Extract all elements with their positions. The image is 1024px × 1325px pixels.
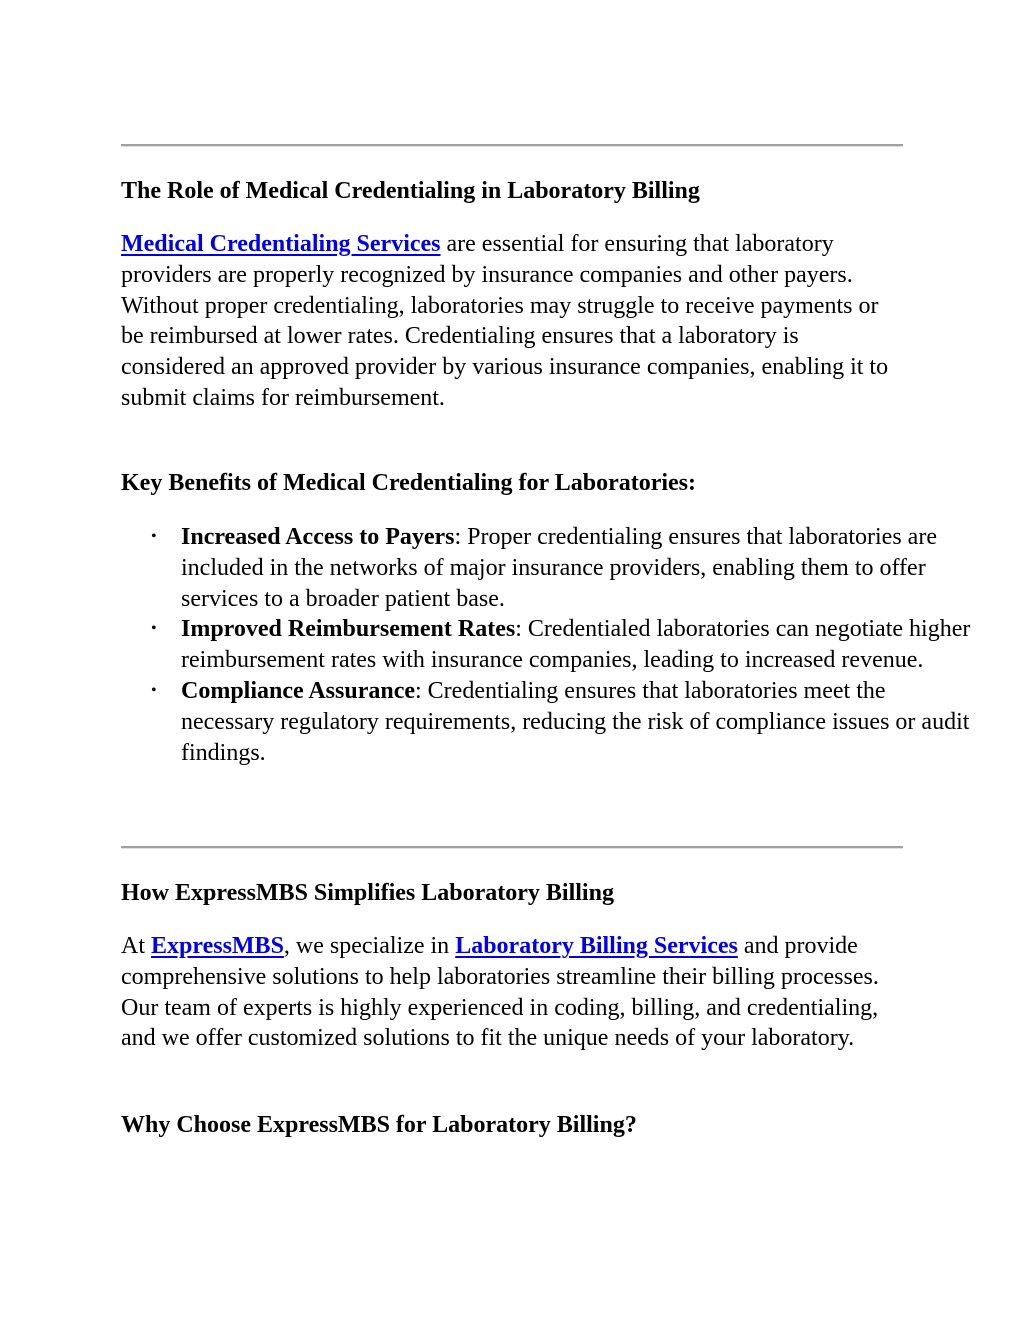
- list-item: [151, 614, 971, 676]
- section-heading-credentialing-role: The Role of Medical Credentialing in Laboratory Billing: [121, 178, 700, 204]
- bullet-icon: •: [151, 528, 157, 545]
- expressmbs-paragraph: [121, 931, 905, 1054]
- list-item: [151, 676, 971, 768]
- laboratory-billing-services-link[interactable]: Laboratory Billing Services: [455, 933, 738, 959]
- medical-credentialing-services-link[interactable]: Medical Credentialing Services: [121, 231, 441, 257]
- paragraph-text-end: and provide comprehensive solutions to help laboratories streamline their billing processes. Our team of experts is highly experienced in coding, billing, and credentialing, and we offer customized solutions to fit the unique needs of your laboratory.: [121, 933, 879, 1052]
- benefits-list: [121, 522, 971, 768]
- credentialing-intro-text: are essential for ensuring that laboratory providers are properly recognized by insurance companies and other payers. Without proper credentialing, laboratories may struggle to receive payments or be reimbursed at lower rates. Credentialing ensures that a laboratory is considered an approved provider by various insurance companies, enabling it to submit claims for reimbursement.: [121, 231, 889, 411]
- benefit-description: : Credentialed laboratories can negotiate higher reimbursement rates with insurance companies, leading to increased revenue.: [181, 616, 971, 674]
- benefit-description: : Credentialing ensures that laboratories meet the necessary regulatory requirements, reducing the risk of compliance issues or audit findings.: [181, 677, 970, 766]
- credentialing-intro-paragraph: [121, 229, 905, 414]
- benefit-term: Increased Access to Payers: [181, 524, 455, 550]
- bullet-icon: •: [151, 620, 157, 638]
- bullet-icon: •: [151, 681, 157, 699]
- benefit-description: : Proper credentialing ensures that laboratories are included in the networks of major insurance providers, enabling them to offer services to a broader patient base.: [181, 524, 937, 612]
- benefit-term: Improved Reimbursement Rates: [181, 616, 516, 643]
- expressmbs-link[interactable]: ExpressMBS: [151, 933, 284, 959]
- horizontal-rule-middle: [121, 846, 903, 849]
- paragraph-text-start: At: [121, 933, 151, 959]
- section-heading-why-choose: Why Choose ExpressMBS for Laboratory Billing?: [121, 1112, 637, 1138]
- list-item: [151, 522, 971, 614]
- paragraph-text-middle: , we specialize in: [283, 933, 456, 959]
- benefit-term: Compliance Assurance: [181, 677, 415, 704]
- horizontal-rule-top: [121, 144, 903, 147]
- section-heading-expressmbs-simplifies: How ExpressMBS Simplifies Laboratory Billing: [121, 880, 614, 906]
- section-heading-key-benefits: Key Benefits of Medical Credentialing for Laboratories:: [121, 470, 697, 496]
